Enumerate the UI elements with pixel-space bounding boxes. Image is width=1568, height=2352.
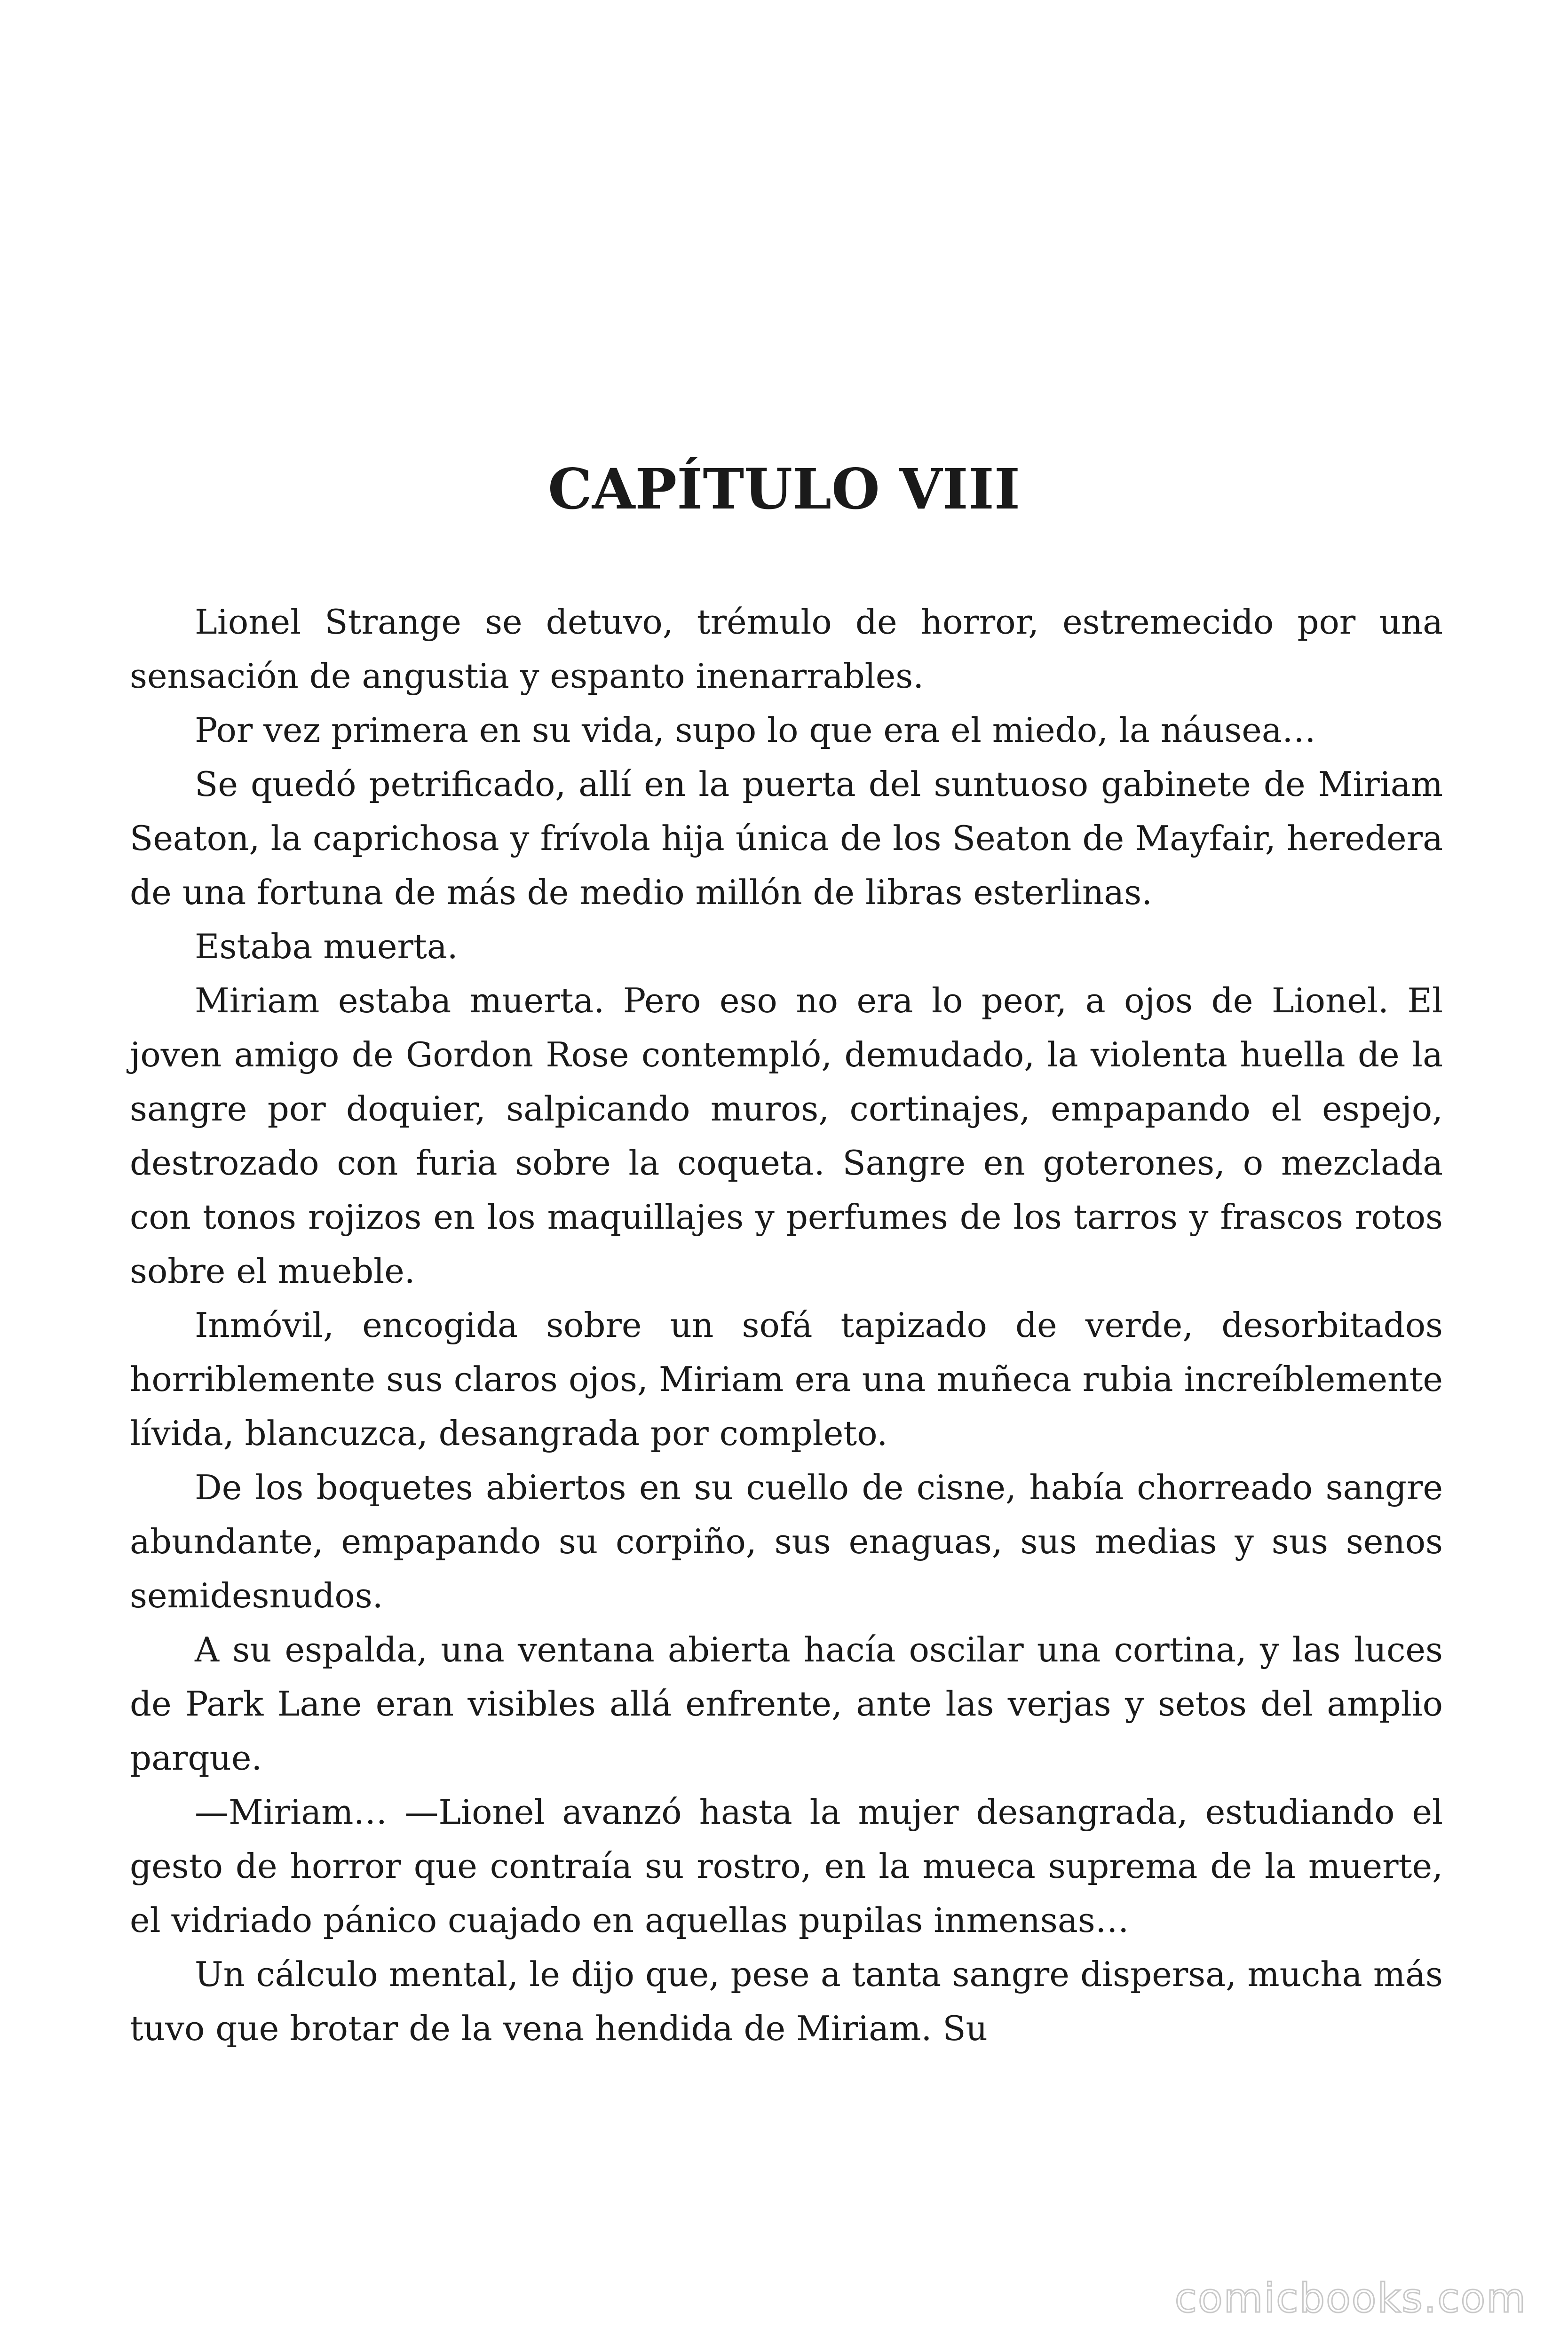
paragraph: Por vez primera en su vida, supo lo que era el miedo, la náusea… [195, 710, 1316, 750]
paragraph: Estaba muerta. [195, 927, 458, 966]
chapter-title: CAPÍTULO VIII [547, 456, 1021, 522]
paragraph: Lionel Strange se detuvo, trémulo de horror, estremecido por una sensación de angustia y espanto inenarrables. [130, 602, 1443, 696]
paragraph: Inmóvil, encogida sobre un sofá tapizado de verde, desorbitados horriblemente sus claros ojos, Miriam era una muñeca rubia increíblemente lívida, blancuzca, desangrada por completo. [130, 1305, 1443, 1453]
paragraph: Miriam estaba muerta. Pero eso no era lo peor, a ojos de Lionel. El joven amigo de Gordon Rose contempló, demudado, la violenta huella de la sangre por doquier, salpicando muros, cortinajes, empapando el espejo, destrozado con furia sobre la coqueta. Sangre en goterones, o mezclada con tonos rojizos en los maquillajes y perfumes de los tarros y frascos rotos sobre el mueble. [130, 981, 1443, 1291]
paragraph: Se quedó petrificado, allí en la puerta del suntuoso gabinete de Miriam Seaton, la caprichosa y frívola hija única de los Seaton de Mayfair, heredera de una fortuna de más de medio millón de libras esterlinas. [130, 764, 1443, 912]
paragraph: De los boquetes abiertos en su cuello de cisne, había chorreado sangre abundante, empapando su corpiño, sus enaguas, sus medias y sus senos semidesnudos. [130, 1468, 1443, 1615]
paragraph: —Miriam… —Lionel avanzó hasta la mujer desangrada, estudiando el gesto de horror que contraía su rostro, en la mueca suprema de la muerte, el vidriado pánico cuajado en aquellas pupilas inmensas… [130, 1792, 1443, 1940]
watermark: comicbooks.com [1174, 2275, 1527, 2322]
chapter-body [130, 595, 1443, 2056]
paragraph: A su espalda, una ventana abierta hacía oscilar una cortina, y las luces de Park Lane eran visibles allá enfrente, ante las verjas y setos del amplio parque. [130, 1630, 1443, 1778]
paragraph: Un cálculo mental, le dijo que, pese a tanta sangre dispersa, mucha más tuvo que brotar de la vena hendida de Miriam. Su [130, 1955, 1443, 2048]
